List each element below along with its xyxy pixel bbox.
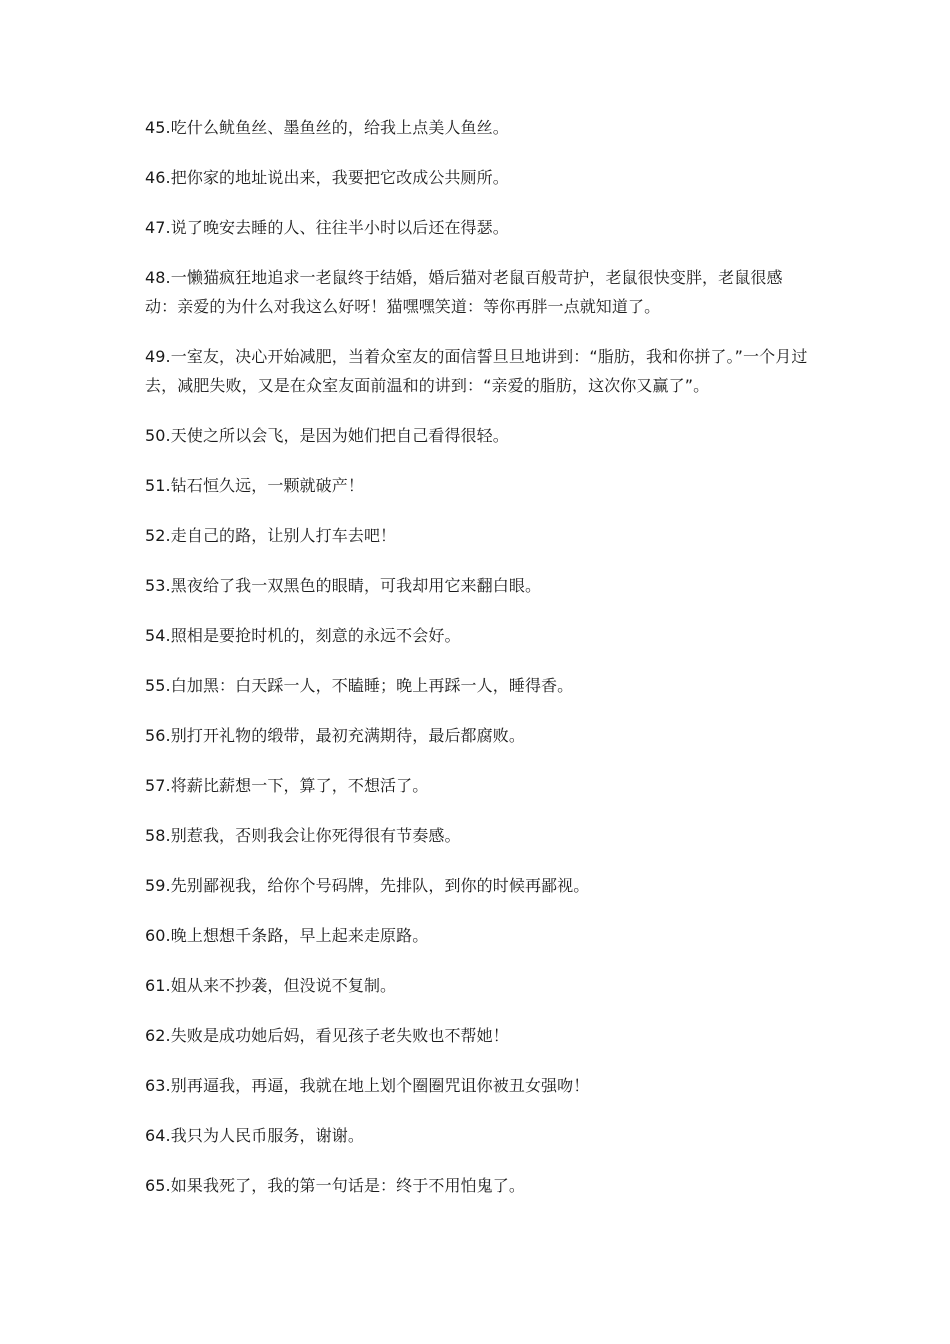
joke-item-54: 54.照相是要抢时机的，刻意的永远不会好。	[145, 626, 461, 645]
joke-item-63: 63.别再逼我，再逼，我就在地上划个圈圈咒诅你被丑女强吻！	[145, 1076, 590, 1095]
joke-item-47: 47.说了晚安去睡的人、往往半小时以后还在得瑟。	[145, 218, 509, 237]
joke-item-53: 53.黑夜给了我一双黑色的眼睛，可我却用它来翻白眼。	[145, 576, 542, 595]
joke-item-62: 62.失败是成功她后妈，看见孩子老失败也不帮她！	[145, 1026, 509, 1045]
joke-item-64: 64.我只为人民币服务，谢谢。	[145, 1126, 364, 1145]
joke-item-56: 56.别打开礼物的缎带，最初充满期待，最后都腐败。	[145, 726, 525, 745]
joke-item-52: 52.走自己的路，让别人打车去吧！	[145, 526, 397, 545]
joke-item-46: 46.把你家的地址说出来，我要把它改成公共厕所。	[145, 168, 509, 187]
joke-item-58: 58.别惹我，否则我会让你死得很有节奏感。	[145, 826, 461, 845]
joke-item-50: 50.天使之所以会飞，是因为她们把自己看得很轻。	[145, 426, 509, 445]
joke-item-45: 45.吃什么鱿鱼丝、墨鱼丝的，给我上点美人鱼丝。	[145, 118, 509, 137]
joke-item-61: 61.姐从来不抄袭，但没说不复制。	[145, 976, 397, 995]
joke-item-51: 51.钻石恒久远，一颗就破产！	[145, 476, 364, 495]
joke-item-49: 49.一室友，决心开始减肥，当着众室友的面信誓旦旦地讲到：“脂肪，我和你拼了。”一个月过去，减肥失败，又是在众室友面前温和的讲到：“亲爱的脂肪，这次你又赢了”。	[145, 347, 808, 395]
joke-item-60: 60.晚上想想千条路，早上起来走原路。	[145, 926, 429, 945]
joke-item-48: 48.一懒猫疯狂地追求一老鼠终于结婚，婚后猫对老鼠百般苛护，老鼠很快变胖，老鼠很感动：亲爱的为什么对我这么好呀！猫嘿嘿笑道：等你再胖一点就知道了。	[145, 268, 783, 316]
document-body	[145, 113, 810, 1221]
joke-item-59: 59.先别鄙视我，给你个号码牌，先排队，到你的时候再鄙视。	[145, 876, 590, 895]
joke-item-65: 65.如果我死了，我的第一句话是：终于不用怕鬼了。	[145, 1176, 525, 1195]
joke-item-55: 55.白加黑：白天踩一人，不瞌睡；晚上再踩一人，睡得香。	[145, 676, 574, 695]
joke-item-57: 57.将薪比薪想一下，算了，不想活了。	[145, 776, 429, 795]
